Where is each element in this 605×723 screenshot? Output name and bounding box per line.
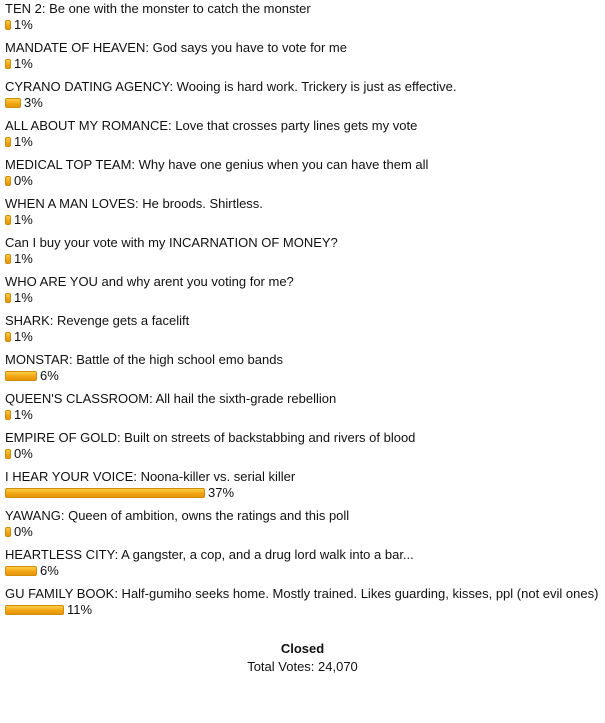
- poll-option-result: [5, 213, 600, 227]
- poll-option-label: MEDICAL TOP TEAM: Why have one genius when you can have them all: [5, 157, 429, 172]
- poll-option-bar: [5, 20, 11, 30]
- poll-option-bar: [5, 566, 37, 576]
- poll-option-percent: 1%: [14, 212, 33, 227]
- poll-option-percent: 1%: [14, 56, 33, 71]
- poll-option-label: YAWANG: Queen of ambition, owns the ratings and this poll: [5, 508, 350, 523]
- poll-option-bar: [5, 176, 11, 186]
- poll-option-percent: 1%: [14, 17, 33, 32]
- poll-option-result: [5, 18, 600, 32]
- poll-option: [5, 197, 600, 227]
- poll-option-percent: 0%: [14, 524, 33, 539]
- poll-option-label: TEN 2: Be one with the monster to catch the monster: [5, 1, 311, 16]
- poll-option-percent: 1%: [14, 329, 33, 344]
- poll-option-bar: [5, 98, 21, 108]
- poll-option-result: [5, 57, 600, 71]
- poll-option-label: I HEAR YOUR VOICE: Noona-killer vs. serial killer: [5, 469, 296, 484]
- poll-option-result: [5, 330, 600, 344]
- poll-option-label: ALL ABOUT MY ROMANCE: Love that crosses party lines gets my vote: [5, 118, 418, 133]
- poll-option-percent: 6%: [40, 368, 59, 383]
- poll-option-bar: [5, 293, 11, 303]
- poll-option-bar: [5, 59, 11, 69]
- poll-option-bar: [5, 371, 37, 381]
- poll-option: [5, 470, 600, 500]
- poll-option-label: CYRANO DATING AGENCY: Wooing is hard work. Trickery is just as effective.: [5, 79, 457, 94]
- poll-option-result: [5, 96, 600, 110]
- poll-option-label: SHARK: Revenge gets a facelift: [5, 313, 190, 328]
- poll-option: [5, 236, 600, 266]
- poll-option-label: EMPIRE OF GOLD: Built on streets of backstabbing and rivers of blood: [5, 430, 416, 445]
- poll-option-percent: 1%: [14, 134, 33, 149]
- poll-status: Closed: [280, 641, 325, 656]
- poll-option-percent: 0%: [14, 446, 33, 461]
- poll-option: [5, 392, 600, 422]
- poll-option-bar: [5, 488, 205, 498]
- poll-option-result: [5, 525, 600, 539]
- poll-option: [5, 2, 600, 32]
- poll-option-bar: [5, 215, 11, 225]
- total-votes: Total Votes: 24,070: [247, 659, 358, 674]
- poll-option-bar: [5, 410, 11, 420]
- poll-option: [5, 41, 600, 71]
- poll-footer: [0, 640, 605, 675]
- poll-option-result: [5, 174, 600, 188]
- poll-option-bar: [5, 332, 11, 342]
- poll-option-percent: 37%: [208, 485, 235, 500]
- poll-option-label: MONSTAR: Battle of the high school emo bands: [5, 352, 283, 367]
- poll-option-result: [5, 447, 600, 461]
- poll-option-percent: 1%: [14, 290, 33, 305]
- poll-option-result: [5, 486, 600, 500]
- poll-option: [5, 431, 600, 461]
- poll-option: [5, 548, 600, 578]
- poll-option: [5, 353, 600, 383]
- poll-option: [5, 275, 600, 305]
- poll-option-label: QUEEN'S CLASSROOM: All hail the sixth-grade rebellion: [5, 391, 337, 406]
- poll-option-percent: 1%: [14, 251, 33, 266]
- poll-option: [5, 509, 600, 539]
- poll-option-result: [5, 252, 600, 266]
- poll-option-result: [5, 135, 600, 149]
- poll-option-bar: [5, 605, 64, 615]
- poll-option-bar: [5, 254, 11, 264]
- poll-option-result: [5, 564, 600, 578]
- poll-option-result: [5, 291, 600, 305]
- poll-option-label: WHO ARE YOU and why arent you voting for me?: [5, 274, 294, 289]
- poll-option-label: WHEN A MAN LOVES: He broods. Shirtless.: [5, 196, 263, 211]
- poll-option-label: MANDATE OF HEAVEN: God says you have to vote for me: [5, 40, 347, 55]
- poll-option-percent: 6%: [40, 563, 59, 578]
- poll-option: [5, 158, 600, 188]
- poll-option: [5, 119, 600, 149]
- poll-option-label: HEARTLESS CITY: A gangster, a cop, and a drug lord walk into a bar...: [5, 547, 414, 562]
- poll-option-bar: [5, 449, 11, 459]
- poll-option: [5, 80, 600, 110]
- poll-option-percent: 11%: [67, 602, 93, 617]
- poll-option-bar: [5, 527, 11, 537]
- poll-option-result: [5, 603, 600, 617]
- poll-option: [5, 314, 600, 344]
- poll-option-percent: 0%: [14, 173, 33, 188]
- poll-option-result: [5, 408, 600, 422]
- poll-option-percent: 1%: [14, 407, 33, 422]
- poll-option-bar: [5, 137, 11, 147]
- poll-option-label: GU FAMILY BOOK: Half-gumiho seeks home. Mostly trained. Likes guarding, kisses, ppl (not evil ones): [5, 586, 599, 601]
- poll-option-percent: 3%: [24, 95, 43, 110]
- poll-option: [5, 587, 600, 617]
- poll-option-result: [5, 369, 600, 383]
- poll-option-label: Can I buy your vote with my INCARNATION OF MONEY?: [5, 235, 338, 250]
